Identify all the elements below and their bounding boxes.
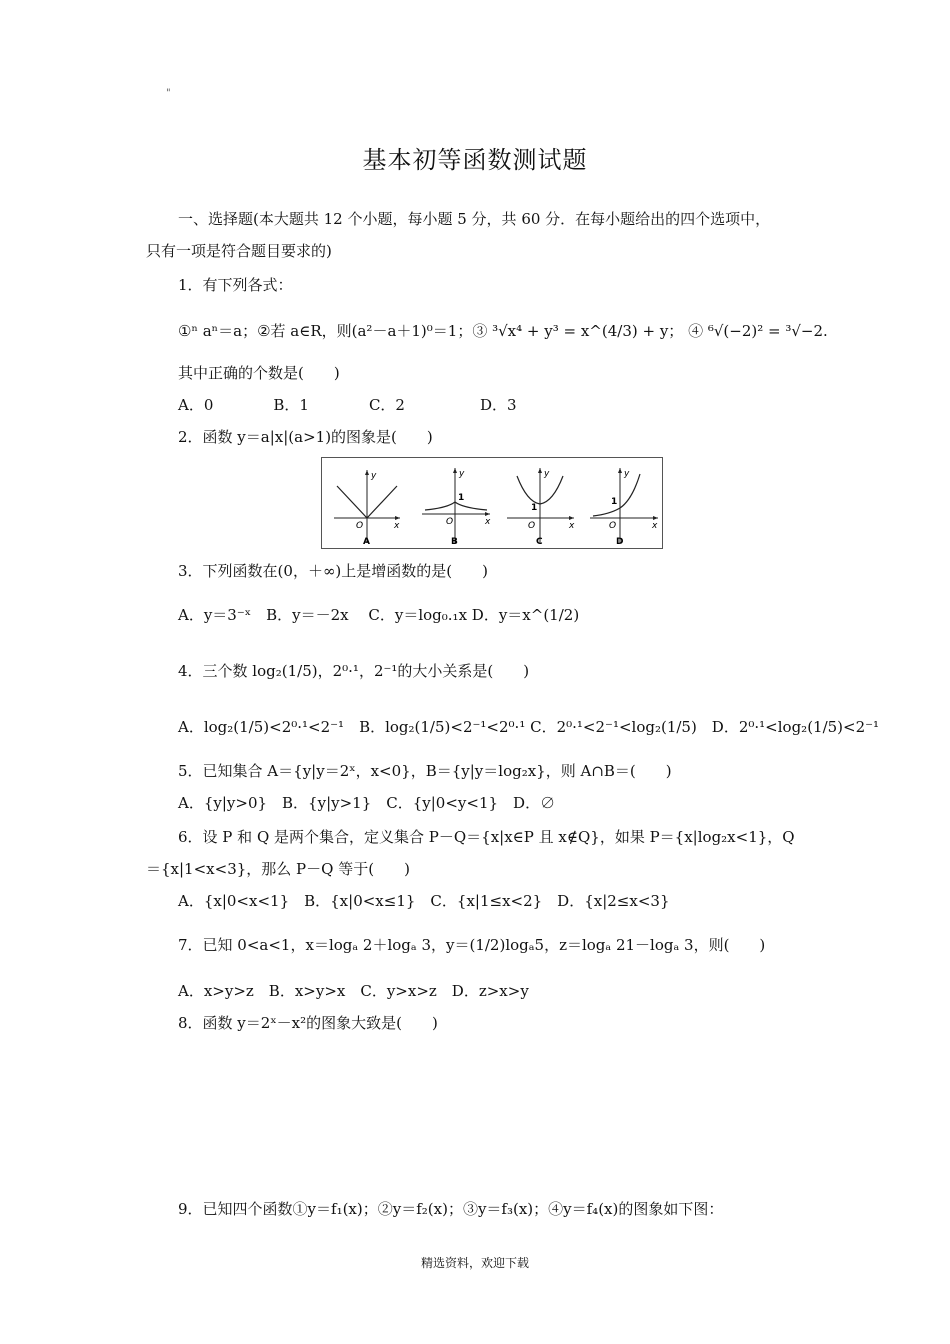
graph-a-y: y [371,471,377,481]
q5-stem: 5．已知集合 A＝{y|y＝2ˣ，x<0}，B＝{y|y＝log₂x}，则 A∩B＝( ) [178,762,672,780]
q7-options: A．x>y>z B．x>y>x C．y>x>z D．z>x>y [178,982,529,1000]
q2-graphs-svg [322,458,662,548]
q1-stem: 1．有下列各式： [178,276,293,294]
page-title: 基本初等函数测试题 [362,146,588,174]
graph-a-x: x [394,521,400,531]
graph-a [334,470,400,547]
graph-d-origin: O [609,521,617,531]
q4-options: A．log₂(1/5)<2⁰·¹<2⁻¹ B．log₂(1/5)<2⁻¹<2⁰·¹ C．2⁰·¹<2⁻¹<log₂(1/5) D．2⁰·¹<log₂(1/5)<2⁻¹ [178,718,880,736]
graph-c-one: 1 [531,503,538,513]
q4-stem: 4．三个数 log₂(1/5)，2⁰·¹，2⁻¹的大小关系是( ) [178,662,530,680]
graph-d-one: 1 [611,497,618,507]
corner-mark: " [166,88,171,99]
section-heading-line1: 一、选择题(本大题共 12 个小题，每小题 5 分，共 60 分．在每小题给出的四个选项中， [178,210,771,228]
graph-b-origin: O [446,517,454,527]
graph-a-label: A [363,537,370,547]
graph-a-origin: O [356,521,364,531]
q2-stem: 2．函数 y＝a|x|(a>1)的图象是( ) [178,428,433,446]
page-footer: 精选资料，欢迎下载 [420,1256,529,1270]
q6-stem-line1: 6．设 P 和 Q 是两个集合，定义集合 P－Q＝{x|x∈P 且 x∉Q}，如果 P＝{x|log₂x<1}，Q [178,828,795,846]
q6-stem-line2: ＝{x|1<x<3}，那么 P－Q 等于( ) [146,860,410,878]
graph-c [507,468,575,547]
q6-options: A．{x|0<x<1} B．{x|0<x≤1} C．{x|1≤x<2} D．{x|2≤x<3} [178,892,670,910]
section-heading-line2: 只有一项是符合题目要求的) [146,242,332,260]
graph-d-y: y [624,469,630,479]
graph-b-one: 1 [458,493,465,503]
graph-c-origin: O [528,521,536,531]
q1-options: A．0 B．1 C．2 D．3 [178,396,517,414]
q1-stem2: 其中正确的个数是( ) [178,364,340,382]
graph-b-label: B [451,537,458,547]
graph-c-y: y [544,469,550,479]
graph-b [422,468,491,547]
q7-stem: 7．已知 0<a<1，x＝logₐ 2＋logₐ 3，y＝(1/2)logₐ5，z＝logₐ 21－logₐ 3，则( ) [178,936,766,954]
graph-d [590,468,658,547]
q1-formula: ①ⁿ aⁿ＝a；②若 a∈R，则(a²－a＋1)⁰＝1；③ ³√x⁴ + y³ = x^(4/3) + y； ④ ⁶√(−2)² = ³√−2. [178,322,828,340]
q2-figure [321,457,663,549]
graph-d-x: x [652,521,658,531]
graph-c-label: C [536,537,543,547]
graph-b-y: y [459,469,465,479]
graph-d-label: D [616,537,624,547]
q9-stem: 9．已知四个函数①y＝f₁(x)；②y＝f₂(x)；③y＝f₃(x)；④y＝f₄(x)的图象如下图： [178,1200,724,1218]
q3-stem: 3．下列函数在(0，＋∞)上是增函数的是( ) [178,562,488,580]
q8-stem: 8．函数 y＝2ˣ－x²的图象大致是( ) [178,1014,438,1032]
q5-options: A．{y|y>0} B．{y|y>1} C．{y|0<y<1} D．∅ [178,794,556,812]
q3-options: A．y＝3⁻ˣ B．y＝－2x C．y＝log₀.₁x D．y＝x^(1/2) [178,606,580,624]
graph-b-x: x [485,517,491,527]
graph-c-x: x [569,521,575,531]
